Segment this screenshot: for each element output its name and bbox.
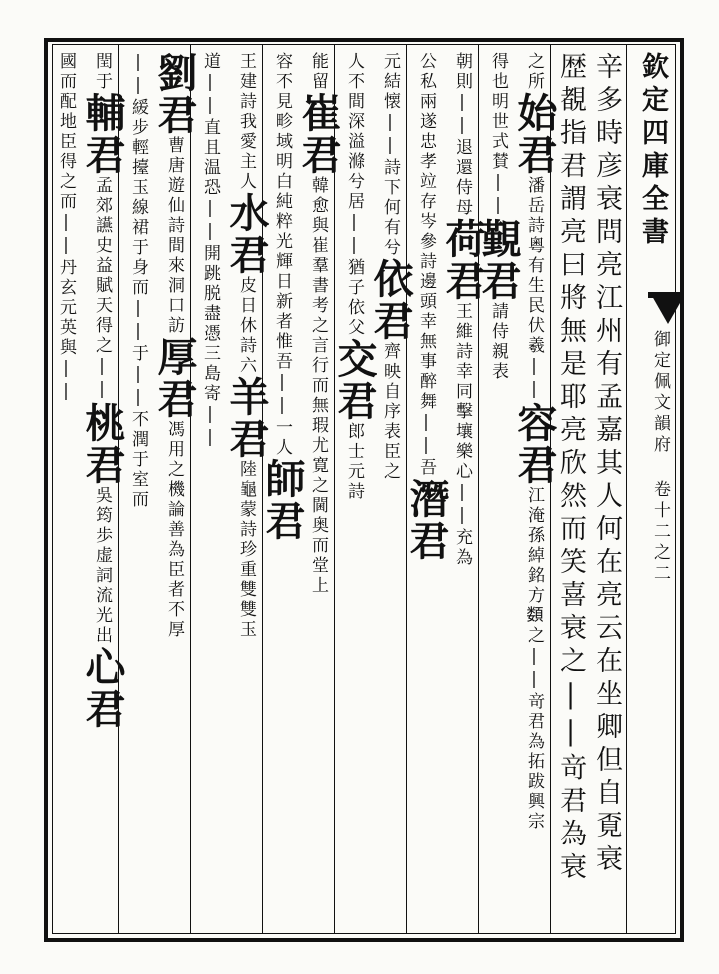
text-segment: 道 [200, 52, 220, 72]
text-segment: 公私兩遂忠孝竝存 [416, 52, 436, 212]
text-column-1 [588, 52, 624, 928]
text-segment: | [200, 95, 220, 118]
text-segment: | [92, 356, 112, 379]
volume-label: 御定佩文韻府 卷十二之二 [650, 330, 670, 585]
text-segment: | [56, 358, 76, 381]
text-segment: | [200, 198, 220, 221]
text-segment: 方 [524, 586, 544, 606]
text-segment: 韓愈與崔羣書考之言行而無瑕尤寛之閫奥而 [308, 176, 328, 556]
text-segment: | [380, 112, 400, 135]
text-segment: 陸龜蒙詩珍重雙雙玉 [236, 460, 256, 640]
text-segment: | [56, 381, 76, 404]
text-segment: | [272, 395, 292, 418]
text-segment: 岑參詩邊頭幸無事醉舞 [416, 212, 436, 412]
text-segment: 吾 [416, 458, 436, 478]
text-segment: 竒君為 [524, 692, 544, 752]
text-segment: 不見畛域明白純粹光輝日新者惟吾 [272, 72, 292, 372]
text-column-15 [79, 52, 126, 928]
text-segment: | [488, 195, 508, 218]
text-segment: 曹唐遊仙詩間來洞口訪 [164, 136, 184, 336]
text-segment: 能留 [308, 52, 328, 92]
text-segment: 元結懐 [380, 52, 400, 112]
text-segment: | [452, 482, 472, 505]
text-segment: | [524, 669, 544, 692]
headword: 厚君 [151, 336, 198, 420]
column-rule [190, 44, 191, 934]
text-segment: 拓跋興宗 [524, 752, 544, 832]
headword: 荷君 [439, 218, 486, 302]
text-segment: 容 [272, 52, 292, 72]
text-segment: 六 [236, 356, 256, 376]
text-segment: | [272, 372, 292, 395]
text-segment: | [92, 379, 112, 402]
headword: 始君 [511, 92, 558, 176]
headword: 交君 [331, 338, 378, 422]
text-segment: | [200, 221, 220, 244]
column-rule [478, 44, 479, 934]
text-segment: | [128, 75, 148, 98]
text-segment: 一人 [272, 418, 292, 458]
margin-rule [626, 44, 627, 934]
column-rule [46, 44, 47, 934]
text-segment: 國 [56, 52, 76, 72]
column-rule [118, 44, 119, 934]
text-column-3 [511, 52, 558, 928]
text-segment: | [200, 427, 220, 450]
text-segment: | [416, 412, 436, 435]
text-column-10 [259, 52, 306, 928]
text-segment: 請侍親表 [488, 302, 508, 382]
book-title: 欽定四庫全書 [637, 52, 668, 250]
fish-tail-mark [652, 296, 684, 324]
text-segment: 明世式賛 [488, 92, 508, 172]
text-segment: | [524, 646, 544, 669]
text-segment: | [555, 716, 586, 753]
text-segment: | [555, 679, 586, 716]
text-segment: 之所 [524, 52, 544, 92]
text-segment: 退還侍母 [452, 138, 472, 218]
text-segment: 而配地臣得之而 [56, 72, 76, 212]
text-segment: 丹玄元英與 [56, 258, 76, 358]
headword: 心君 [79, 646, 126, 730]
column-rule [550, 44, 551, 934]
text-segment: 人不間深溢滌兮居 [344, 52, 364, 212]
headword: 覲君 [475, 218, 522, 302]
text-segment: 于 [128, 344, 148, 364]
headword: 崔君 [295, 92, 342, 176]
text-segment: 王維詩幸同擊壤樂心 [452, 302, 472, 482]
headword: 潛君 [403, 478, 450, 562]
text-segment: 馮用之機論善為臣者不厚 [164, 420, 184, 640]
headword: 桃君 [79, 402, 126, 486]
text-segment: 竒君為衰 [555, 753, 586, 885]
headword: 師君 [259, 458, 306, 542]
column-rule [406, 44, 407, 934]
text-column-6 [403, 52, 450, 928]
text-column-7 [367, 52, 414, 928]
text-segment: | [128, 364, 148, 387]
text-segment: | [128, 52, 148, 75]
text-segment: | [128, 387, 148, 410]
text-segment: | [344, 235, 364, 258]
text-column-13 [151, 52, 198, 928]
column-rule [334, 44, 335, 934]
headword: 水君 [223, 192, 270, 276]
text-segment: | [488, 172, 508, 195]
text-segment: 堂上 [308, 556, 328, 596]
text-column-14 [120, 52, 156, 928]
text-segment: 潘岳詩粵有生 [524, 176, 544, 296]
text-segment: 于身而 [128, 238, 148, 298]
text-segment: 充為 [452, 528, 472, 568]
text-column-4 [475, 52, 522, 928]
text-segment: 緩步輕擡玉線裙 [128, 98, 148, 238]
headword: 劉君 [151, 52, 198, 136]
headword: 依君 [367, 258, 414, 342]
text-segment: 辛多時彦衰問亮江州有孟嘉其人何在亮云在坐卿但自覔衰 [591, 52, 622, 877]
text-segment: 詩下何有兮 [380, 158, 400, 258]
text-segment: 江淹孫綽銘 [524, 486, 544, 586]
text-segment: | [200, 72, 220, 95]
text-segment: | [128, 321, 148, 344]
headword: 容君 [511, 402, 558, 486]
text-segment: 孟郊讌史益賦天得之 [92, 176, 112, 356]
text-column-16 [48, 52, 84, 928]
text-segment: 𩔗 [524, 606, 544, 626]
text-segment: 民伏羲 [524, 296, 544, 356]
text-segment: 郎士元詩 [344, 422, 364, 502]
text-segment: 吳筠歩虚詞流光出 [92, 486, 112, 646]
text-column-2 [552, 52, 588, 928]
text-segment: | [56, 212, 76, 235]
text-segment: 恐 [200, 178, 220, 198]
text-segment: 之 [524, 626, 544, 646]
text-segment: | [452, 92, 472, 115]
headword: 輔君 [79, 92, 126, 176]
text-segment: | [380, 135, 400, 158]
text-segment: | [128, 298, 148, 321]
text-segment: 猶子依父 [344, 258, 364, 338]
text-segment: 歴覩指君謂亮曰將無是耶亮欣然而笑喜衰之 [555, 52, 586, 679]
text-segment: | [452, 115, 472, 138]
text-column-11 [223, 52, 270, 928]
text-column-12 [192, 52, 228, 928]
text-segment: | [344, 212, 364, 235]
headword: 羊君 [223, 376, 270, 460]
text-segment: 皮日休詩 [236, 276, 256, 356]
text-segment: | [452, 505, 472, 528]
text-segment: 王建詩我愛主人 [236, 52, 256, 192]
text-segment: 得也 [488, 52, 508, 92]
text-segment: 直且温 [200, 118, 220, 178]
text-segment: | [524, 379, 544, 402]
column-rule [262, 44, 263, 934]
text-segment: 朝則 [452, 52, 472, 92]
text-segment: 閏于 [92, 52, 112, 92]
text-column-8 [331, 52, 378, 928]
text-segment: 齊映自序表臣之 [380, 342, 400, 482]
text-segment: | [524, 356, 544, 379]
text-segment: 跳脱盡憑三島寄 [200, 264, 220, 404]
text-segment: 開 [200, 244, 220, 264]
text-segment: | [416, 435, 436, 458]
text-segment: | [56, 235, 76, 258]
text-segment: | [200, 404, 220, 427]
text-segment: 不潤于室而 [128, 410, 148, 510]
